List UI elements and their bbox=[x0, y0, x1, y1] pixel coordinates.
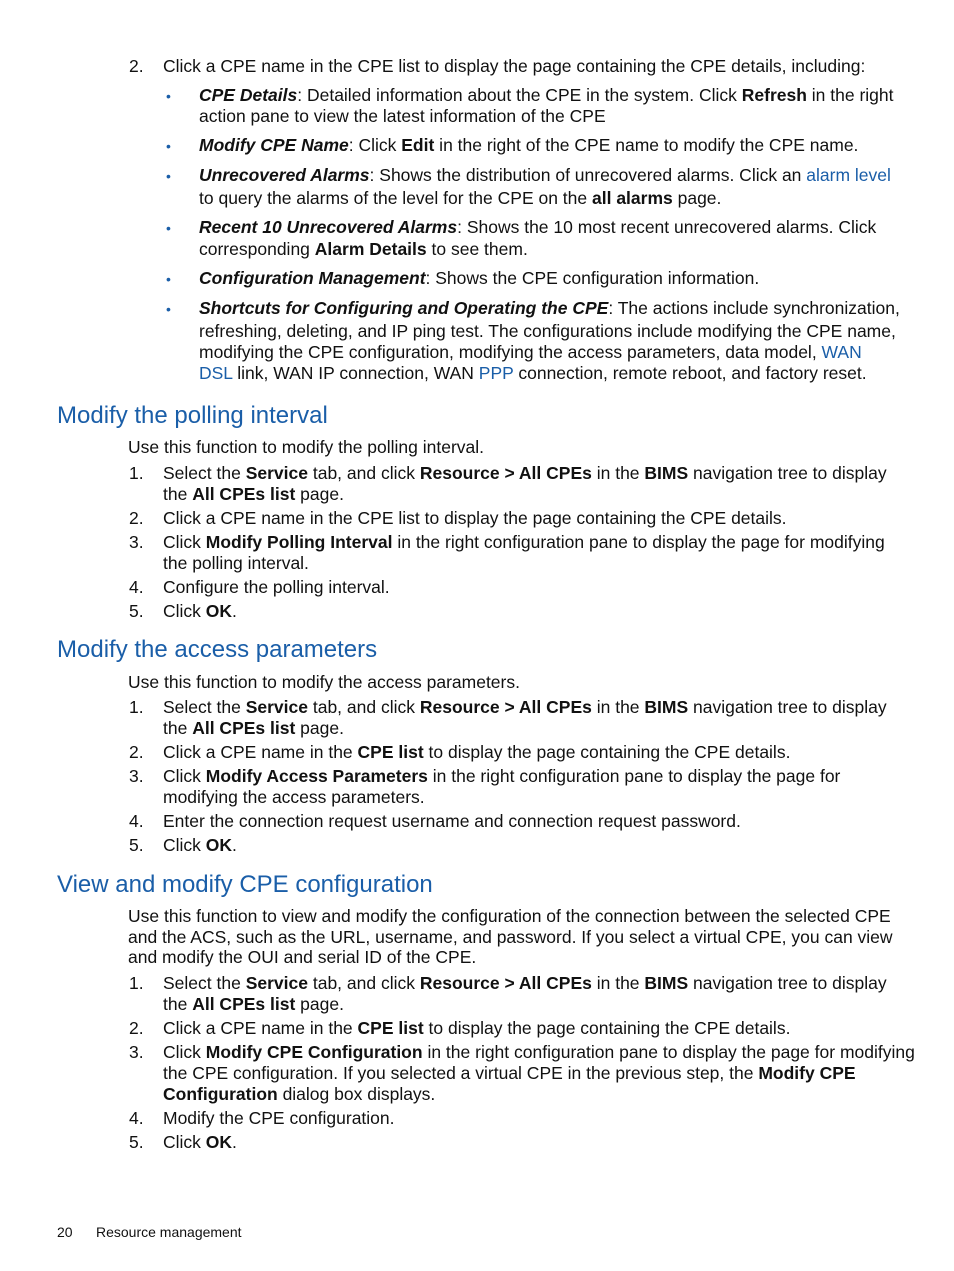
step-number: 3. bbox=[129, 1042, 144, 1062]
step-text: the All CPEs list page. bbox=[163, 484, 344, 504]
bullet-icon: • bbox=[166, 301, 171, 317]
section-intro: and modify the OUI and serial ID of the CPE. bbox=[128, 947, 477, 967]
section-intro: Use this function to modify the polling interval. bbox=[128, 437, 485, 457]
step-text: Click OK. bbox=[163, 601, 237, 621]
step-text: Click a CPE name in the CPE list to display the page containing the CPE details. bbox=[163, 742, 791, 762]
step-text: Click OK. bbox=[163, 835, 237, 855]
step-number: 2. bbox=[129, 742, 144, 762]
page-number: 20 bbox=[57, 1224, 73, 1240]
step-text: modifying the access parameters. bbox=[163, 787, 425, 807]
section-heading: View and modify CPE configuration bbox=[57, 871, 433, 898]
bullet-icon: • bbox=[166, 271, 171, 287]
step-text: Click Modify CPE Configuration in the right configuration pane to display the page for modifying bbox=[163, 1042, 915, 1062]
section-intro: Use this function to view and modify the configuration of the connection between the selected CPE bbox=[128, 906, 891, 926]
step-number: 4. bbox=[129, 577, 144, 597]
step-text: Click Modify Access Parameters in the right configuration pane to display the page for bbox=[163, 766, 841, 786]
wan-dsl-link[interactable]: DSL bbox=[199, 363, 233, 383]
step-text: the All CPEs list page. bbox=[163, 994, 344, 1014]
alarm-level-link[interactable]: alarm level bbox=[806, 165, 891, 185]
step-text: Select the Service tab, and click Resource > All CPEs in the BIMS navigation tree to display bbox=[163, 697, 887, 717]
bullet-line: CPE Details: Detailed information about the CPE in the system. Click Refresh in the right bbox=[199, 85, 894, 105]
bullet-icon: • bbox=[166, 168, 171, 184]
wan-dsl-link[interactable]: WAN bbox=[821, 342, 862, 362]
bullet-line: Shortcuts for Configuring and Operating the CPE: The actions include synchronization, bbox=[199, 298, 900, 318]
section-heading: Modify the polling interval bbox=[57, 402, 328, 429]
section-intro: and the ACS, such as the URL, username, and password. If you select a virtual CPE, you can view bbox=[128, 927, 893, 947]
step-text: Click a CPE name in the CPE list to display the page containing the CPE details. bbox=[163, 1018, 791, 1038]
step-number: 1. bbox=[129, 973, 144, 993]
step-text: Click a CPE name in the CPE list to display the page containing the CPE details. bbox=[163, 508, 787, 528]
step-text: the All CPEs list page. bbox=[163, 718, 344, 738]
step-text: Click OK. bbox=[163, 1132, 237, 1152]
bullet-line: Configuration Management: Shows the CPE configuration information. bbox=[199, 268, 760, 288]
section-heading: Modify the access parameters bbox=[57, 636, 378, 663]
step-text: Modify the CPE configuration. bbox=[163, 1108, 395, 1128]
step-text: Click Modify Polling Interval in the right configuration pane to display the page for modifying bbox=[163, 532, 885, 552]
bullet-icon: • bbox=[166, 88, 171, 104]
step-text: Configuration dialog box displays. bbox=[163, 1084, 436, 1104]
bullet-icon: • bbox=[166, 220, 171, 236]
ppp-link[interactable]: PPP bbox=[478, 363, 514, 383]
step-number: 5. bbox=[129, 601, 144, 621]
step-text: Click a CPE name in the CPE list to display the page containing the CPE details, including: bbox=[163, 56, 866, 76]
bullet-line: modifying the CPE configuration, modifying the access parameters, data model, WAN bbox=[199, 342, 862, 362]
step-number: 3. bbox=[129, 532, 144, 552]
step-text: Enter the connection request username and connection request password. bbox=[163, 811, 741, 831]
step-number: 1. bbox=[129, 463, 144, 483]
step-number: 3. bbox=[129, 766, 144, 786]
step-number: 1. bbox=[129, 697, 144, 717]
step-number: 2. bbox=[129, 1018, 144, 1038]
step-text: the CPE configuration. If you selected a virtual CPE in the previous step, the Modify CPE bbox=[163, 1063, 856, 1083]
bullet-line: Unrecovered Alarms: Shows the distribution of unrecovered alarms. Click an alarm level bbox=[199, 165, 891, 185]
bullet-line: refreshing, deleting, and IP ping test. The configurations include modifying the CPE name, bbox=[199, 321, 896, 341]
section-intro: Use this function to modify the access parameters. bbox=[128, 672, 520, 692]
step-text: Select the Service tab, and click Resource > All CPEs in the BIMS navigation tree to display bbox=[163, 973, 887, 993]
bullet-line: corresponding Alarm Details to see them. bbox=[199, 239, 528, 259]
step-text: Configure the polling interval. bbox=[163, 577, 390, 597]
step-text: Select the Service tab, and click Resource > All CPEs in the BIMS navigation tree to display bbox=[163, 463, 887, 483]
bullet-line: Modify CPE Name: Click Edit in the right of the CPE name to modify the CPE name. bbox=[199, 135, 859, 155]
step-number: 2. bbox=[129, 56, 144, 76]
bullet-line: DSL link, WAN IP connection, WAN PPP connection, remote reboot, and factory reset. bbox=[199, 363, 867, 383]
bullet-line: action pane to view the latest information of the CPE bbox=[199, 106, 606, 126]
step-number: 5. bbox=[129, 1132, 144, 1152]
step-number: 2. bbox=[129, 508, 144, 528]
step-text: the polling interval. bbox=[163, 553, 309, 573]
step-number: 4. bbox=[129, 811, 144, 831]
bullet-icon: • bbox=[166, 138, 171, 154]
step-number: 5. bbox=[129, 835, 144, 855]
bullet-line: to query the alarms of the level for the CPE on the all alarms page. bbox=[199, 188, 722, 208]
step-number: 4. bbox=[129, 1108, 144, 1128]
bullet-line: Recent 10 Unrecovered Alarms: Shows the 10 most recent unrecovered alarms. Click bbox=[199, 217, 877, 237]
footer-section-title: Resource management bbox=[96, 1224, 242, 1240]
